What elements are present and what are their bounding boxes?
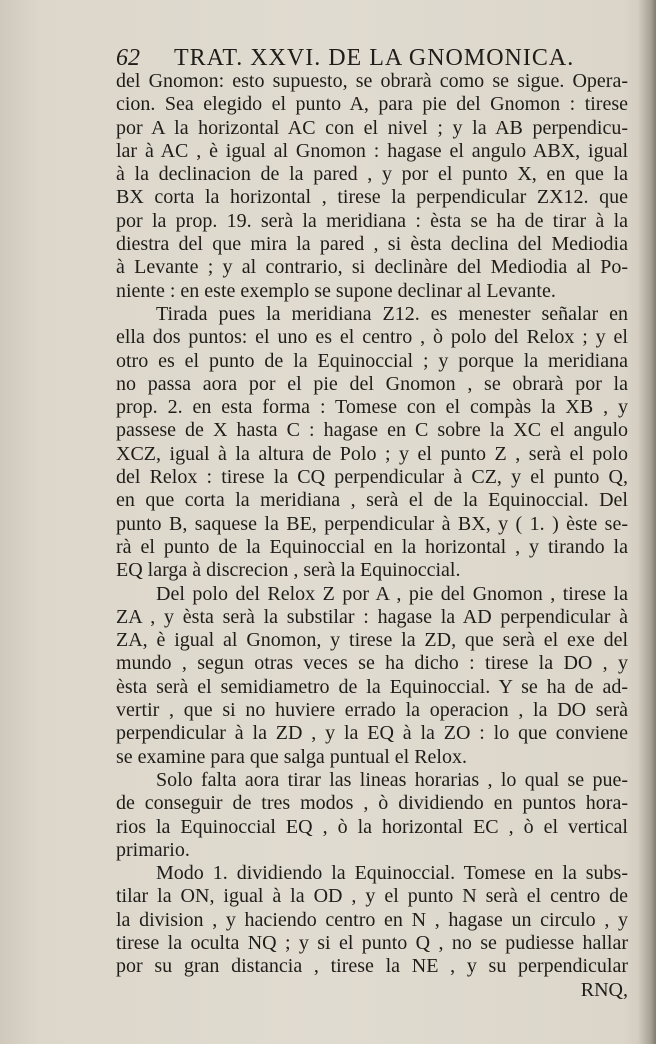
text-line: EQ larga à discrecion , serà la Equinoccial. (116, 559, 461, 582)
page-gutter-shadow (638, 0, 656, 1044)
text-line: primario. (116, 838, 190, 861)
text-line: Solo falta aora tirar las lineas horarias , lo qual se pue- (156, 768, 628, 791)
running-title: TRAT. XXVI. DE LA GNOMONICA. (174, 45, 575, 71)
text-line: ZA , y èsta serà la substilar : hagase la AD perpendicular à (116, 605, 628, 628)
text-line: mundo , segun otras veces se ha dicho : tirese la DO , y (116, 652, 628, 675)
text-line: se examine para que salga puntual el Relox. (116, 745, 467, 768)
text-line: ZA, è igual al Gnomon, y tirese la ZD, que serà el exe del (116, 629, 628, 652)
text-line: de conseguir de tres modos , ò dividiendo en puntos hora- (116, 792, 628, 815)
text-line: Modo 1. dividiendo la Equinoccial. Tomese en la subs- (156, 862, 628, 885)
text-line: tilar la ON, igual à la OD , y el punto N serà el centro de (116, 885, 628, 908)
text-line: punto B, saquese la BE, perpendicular à BX, y ( 1. ) èste se- (116, 512, 628, 535)
text-line: èsta serà el semidiametro de la Equinoccial. Y se ha de ad- (116, 675, 628, 698)
text-line: niente : en este exemplo se supone declinar al Levante. (116, 279, 556, 302)
text-line: passese de X hasta C : hagase en C sobre la XC el angulo (116, 419, 628, 442)
text-line: à la declinacion de la pared , y por el punto X, en que la (116, 163, 628, 186)
running-header (116, 44, 575, 72)
text-line: cion. Sea elegido el punto A, para pie del Gnomon : tirese (116, 93, 628, 116)
text-line: Del polo del Relox Z por A , pie del Gnomon , tirese la (156, 582, 628, 605)
text-line: ella dos puntos: el uno es el centro , ò polo del Relox ; y el (116, 326, 628, 349)
text-line: por A la horizontal AC con el nivel ; y la AB perpendicu- (116, 116, 628, 139)
text-line: prop. 2. en esta forma : Tomese con el compàs la XB , y (116, 396, 628, 419)
text-line: diestra del que mira la pared , si èsta declina del Mediodia (116, 233, 628, 256)
text-line: vertir , que si no huviere errado la operacion , la DO serà (116, 699, 628, 722)
text-line: otro es el punto de la Equinoccial ; y porque la meridiana (116, 349, 628, 372)
text-line: no passa aora por el pie del Gnomon , se obrarà por la (116, 372, 628, 395)
text-line: XCZ, igual à la altura de Polo ; y el punto Z , serà el polo (116, 442, 628, 465)
text-line: BX corta la horizontal , tirese la perpendicular ZX12. que (116, 186, 628, 209)
text-line: lar à AC , è igual al Gnomon : hagase el angulo ABX, igual (116, 139, 628, 162)
text-line: à Levante ; y al contrario, si declinàre del Mediodia al Po- (116, 256, 628, 279)
text-line: perpendicular à la ZD , y la EQ à la ZO : lo que conviene (116, 722, 628, 745)
text-line: del Gnomon: esto supuesto, se obrarà como se sigue. Opera- (116, 70, 628, 92)
page-number: 62 (116, 45, 140, 71)
text-line: del Relox : tirese la CQ perpendicular à CZ, y el punto Q, (116, 466, 628, 489)
catchword: RNQ, (580, 978, 628, 1001)
text-line: en que corta la meridiana , serà el de la Equinoccial. Del (116, 489, 628, 512)
text-line: por la prop. 19. serà la meridiana : èsta se ha de tirar à la (116, 209, 628, 232)
text-line: por su gran distancia , tirese la NE , y su perpendicular (116, 955, 628, 978)
text-line: rà el punto de la Equinoccial en la horizontal , y tirando la (116, 535, 628, 558)
body-text (116, 70, 628, 1002)
text-line: la division , y haciendo centro en N , hagase un circulo , y (116, 908, 628, 931)
text-line: rios la Equinoccial EQ , ò la horizontal EC , ò el vertical (116, 815, 628, 838)
text-line: tirese la oculta NQ ; y si el punto Q , no se pudiesse hallar (116, 931, 628, 954)
text-line: Tirada pues la meridiana Z12. es menester señalar en (156, 302, 628, 325)
